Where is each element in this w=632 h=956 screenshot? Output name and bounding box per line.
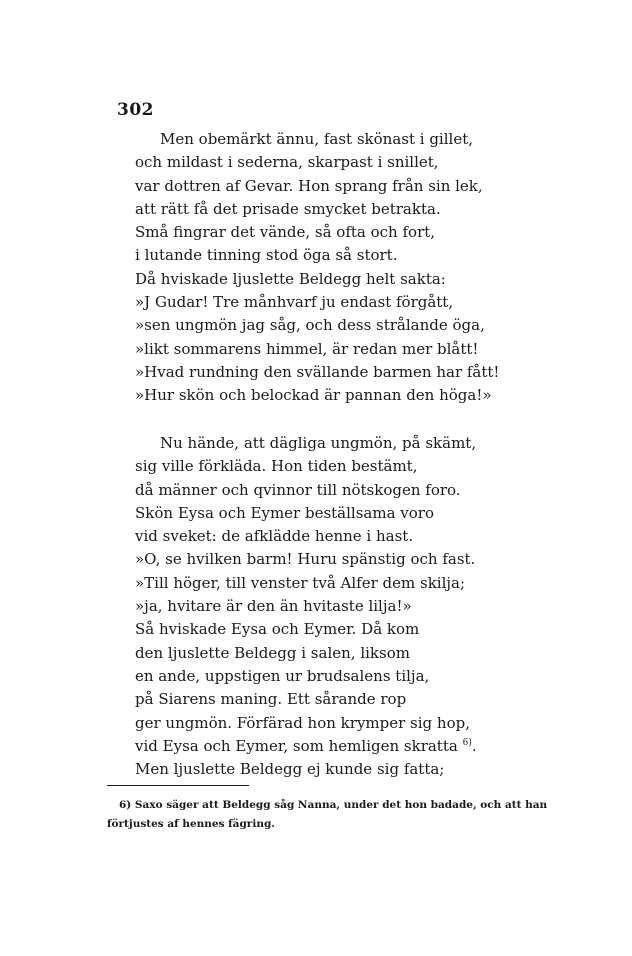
verse-line: på Siarens maning. Ett sårande rop <box>135 690 407 709</box>
verse-line-with-footnote: vid Eysa och Eymer, som hemligen skratta $^{6)}$. <box>135 736 477 755</box>
verse-line: en ande, uppstigen ur brudsalens tilja, <box>135 666 430 685</box>
verse-line: att rätt få det prisade smycket betrakta. <box>135 199 441 218</box>
footnote-divider <box>107 785 249 786</box>
verse-line: i lutande tinning stod öga så stort. <box>135 246 398 265</box>
verse-line: ger ungmön. Förfärad hon krymper sig hop, <box>135 713 470 732</box>
verse-line: och mildast i sederna, skarpast i snillet, <box>135 153 439 172</box>
footnote-text: förtjustes af hennes fägring. <box>107 818 275 830</box>
footnote-text: 6) Saxo säger att Beldegg såg Nanna, under det hon badade, och att han <box>119 799 548 811</box>
verse-line: då männer och qvinnor till nötskogen foro. <box>135 480 461 499</box>
verse-line: Då hviskade ljuslette Beldegg helt sakta: <box>135 269 446 288</box>
page-number: 302 <box>117 100 154 120</box>
stanza-2 <box>0 432 632 781</box>
footnote-reference: 6) <box>462 737 472 748</box>
verse-line: Men ljuslette Beldegg ej kunde sig fatta; <box>135 760 445 779</box>
verse-line: »Till höger, till venster två Alfer dem skilja; <box>135 573 466 592</box>
verse-line: den ljuslette Beldegg i salen, liksom <box>135 643 410 662</box>
verse-line: Skön Eysa och Eymer beställsama voro <box>135 503 435 522</box>
verse-text: vid Eysa och Eymer, som hemligen skratta <box>135 736 458 755</box>
verse-line: Så hviskade Eysa och Eymer. Då kom <box>135 620 420 639</box>
verse-line: »sen ungmön jag såg, och dess strålande öga, <box>135 316 485 335</box>
footnote <box>107 796 557 834</box>
verse-line: Men obemärkt ännu, fast skönast i gillet, <box>160 130 473 148</box>
verse-line: »O, se hvilken barm! Huru spänstig och fast. <box>135 550 476 569</box>
verse-line: »ja, hvitare är den än hvitaste lilja!» <box>135 597 412 616</box>
verse-line: Nu hände, att dägliga ungmön, på skämt, <box>160 434 477 452</box>
verse-line: »Hvad rundning den svällande barmen har fått! <box>135 362 500 381</box>
verse-line: sig ville förkläda. Hon tiden bestämt, <box>135 457 418 476</box>
verse-line: var dottren af Gevar. Hon sprang från sin lek, <box>135 176 483 195</box>
verse-line: »Hur skön och belockad är pannan den höga!» <box>135 386 492 405</box>
verse-line: »J Gudar! Tre månhvarf ju endast förgått, <box>135 293 454 312</box>
verse-line: »likt sommarens himmel, är redan mer blått! <box>135 339 479 358</box>
verse-line: vid sveket: de afklädde henne i hast. <box>135 527 414 546</box>
verse-line: Små fingrar det vände, så ofta och fort, <box>135 223 436 242</box>
stanza-1 <box>0 128 632 408</box>
